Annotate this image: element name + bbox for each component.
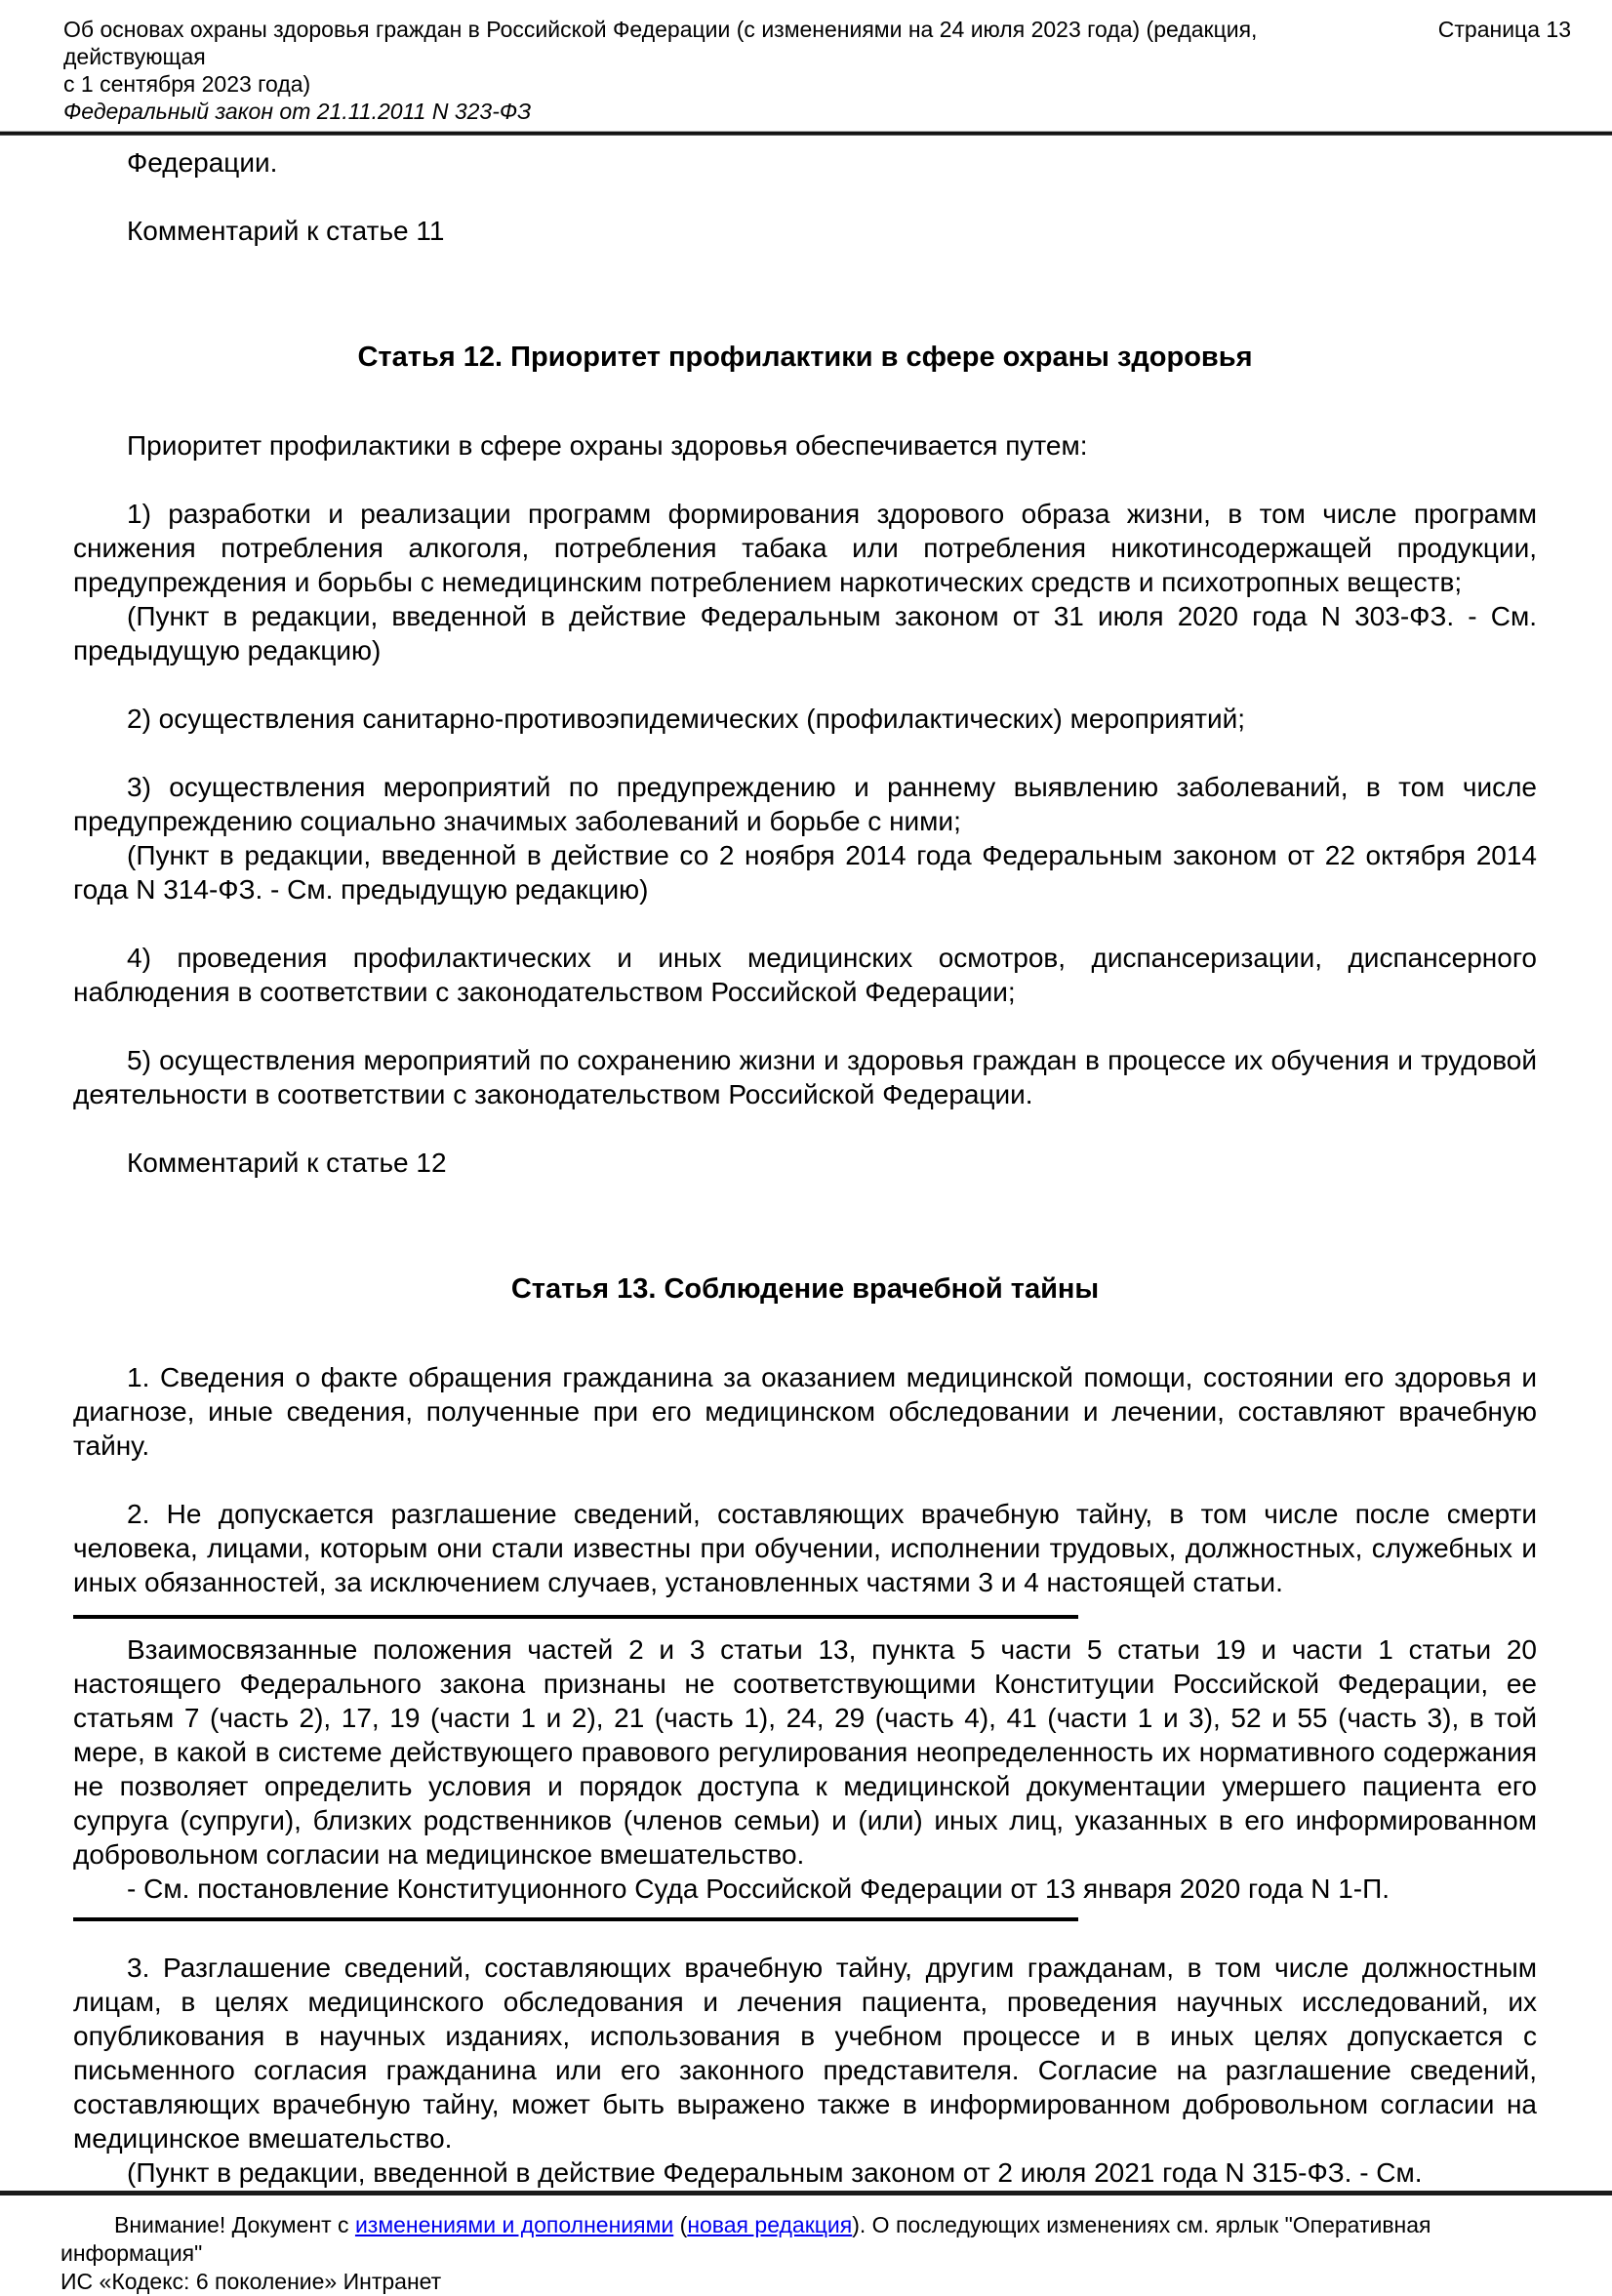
document-title-line-2: с 1 сентября 2023 года) <box>63 71 311 97</box>
article-12-item-1-revision-note: (Пункт в редакции, введенной в действие Федеральным законом от 31 июля 2020 года N 303-ФЗ. - См. предыдущую редакцию) <box>73 601 1537 665</box>
article-13-part-3: 3. Разглашение сведений, составляющих врачебную тайну, другим гражданам, в том числе должностным лицам, в целях медицинского обследования и лечения пациента, проведения научных исследований, их опубликования в научных изданиях, использования в учебном процессе и в иных целях допускается с письменного согласия гражданина или его законного представителя. Согласие на разглашение сведений, составляющих врачебную тайну, может быть выражено также в информированном добровольном согласии на медицинское вмешательство. <box>73 1953 1537 2154</box>
note-bottom-rule <box>73 1917 1078 1921</box>
page-footer <box>0 2191 1612 2296</box>
footer-warning-suffix: ). О последующих изменениях см. ярлык "Оперативная информация" <box>60 2212 1431 2266</box>
page-header <box>0 0 1612 131</box>
new-edition-link[interactable]: новая редакция <box>687 2212 853 2237</box>
document-title-block <box>63 16 1332 125</box>
comment-to-article-11: Комментарий к статье 11 <box>127 216 445 246</box>
constitutional-court-note-block <box>73 1615 1537 1921</box>
article-12-item-3: 3) осуществления мероприятий по предупреждению и раннему выявлению заболеваний, в том числе предупреждению социально значимых заболеваний и борьбе с ними; <box>73 772 1537 836</box>
footer-warning-prefix: Внимание! Документ с <box>114 2212 355 2237</box>
previous-page-tail-paragraph: Федерации. <box>127 147 278 178</box>
constitutional-court-note: Взаимосвязанные положения частей 2 и 3 статьи 13, пункта 5 части 5 статьи 19 и части 1 статьи 20 настоящего Федерального закона признаны не соответствующими Конституции Российской Федерации, ее статьям 7 (часть 2), 17, 19 (части 1 и 2), 21 (часть 1), 24, 29 (часть 4), 41 (части 1 и 3), 52 и 55 (часть 3), в той мере, в какой в системе действующего правового регулирования неопределенность их нормативного содержания не позволяет определить условия и порядок доступа к медицинской документации умершего пациента его супруга (супруги), близких родственников (членов семьи) и (или) иных лиц, указанных в его информированном добровольном согласии на медицинское вмешательство. <box>73 1634 1537 1870</box>
footer-warning-line <box>60 2211 1571 2268</box>
article-12-item-4: 4) проведения профилактических и иных медицинских осмотров, диспансеризации, диспансерного наблюдения в соответствии с законодательством Российской Федерации; <box>73 943 1537 1007</box>
article-12-intro: Приоритет профилактики в сфере охраны здоровья обеспечивается путем: <box>127 430 1088 461</box>
document-title-line-1: Об основах охраны здоровья граждан в Российской Федерации (с изменениями на 24 июля 2023 года) (редакция, действующая <box>63 17 1258 69</box>
footer-warning-between: ( <box>673 2212 688 2237</box>
article-13-heading: Статья 13. Соблюдение врачебной тайны <box>510 1273 1100 1305</box>
article-13-part-1: 1. Сведения о факте обращения гражданина за оказанием медицинской помощи, состоянии его здоровья и диагнозе, иные сведения, полученные при его медицинском обследовании и лечении, составляют врачебную тайну. <box>73 1362 1537 1461</box>
amendments-link[interactable]: изменениями и дополнениями <box>354 2212 674 2237</box>
article-13-part-2: 2. Не допускается разглашение сведений, составляющих врачебную тайну, в том числе после смерти человека, лицами, которым они стали известны при обучении, исполнении трудовых, должностных, служебных и иных обязанностей, за исключением случаев, установленных частями 3 и 4 настоящей статьи. <box>73 1499 1537 1597</box>
article-13-part-3-revision-note: (Пункт в редакции, введенной в действие Федеральным законом от 2 июля 2021 года N 315-ФЗ. - См. <box>127 2157 1423 2188</box>
information-system-label: ИС «Кодекс: 6 поколение» Интранет <box>60 2269 442 2294</box>
article-12-heading: Статья 12. Приоритет профилактики в сфере охраны здоровья <box>357 342 1253 373</box>
constitutional-court-note-reference: - См. постановление Конституционного Суда Российской Федерации от 13 января 2020 года N 1-П. <box>127 1873 1390 1904</box>
comment-to-article-12: Комментарий к статье 12 <box>127 1148 447 1178</box>
article-12-item-2: 2) осуществления санитарно-противоэпидемических (профилактических) мероприятий; <box>127 704 1246 734</box>
article-12-item-5: 5) осуществления мероприятий по сохранению жизни и здоровья граждан в процессе их обучения и трудовой деятельности в соответствии с законодательством Российской Федерации. <box>73 1045 1537 1109</box>
article-12-item-3-revision-note: (Пункт в редакции, введенной в действие со 2 ноября 2014 года Федеральным законом от 22 октября 2014 года N 314-ФЗ. - См. предыдущую редакцию) <box>73 840 1537 905</box>
note-top-rule <box>73 1615 1078 1619</box>
document-body <box>0 136 1612 2202</box>
article-12-item-1: 1) разработки и реализации программ формирования здорового образа жизни, в том числе программ снижения потребления алкоголя, потребления табака или потребления никотинсодержащей продукции, предупреждения и борьбы с немедицинским потреблением наркотических средств и психотропных веществ; <box>73 499 1537 597</box>
document-subtitle: Федеральный закон от 21.11.2011 N 323-ФЗ <box>63 99 532 124</box>
page-number-label: Страница 13 <box>1437 17 1571 42</box>
